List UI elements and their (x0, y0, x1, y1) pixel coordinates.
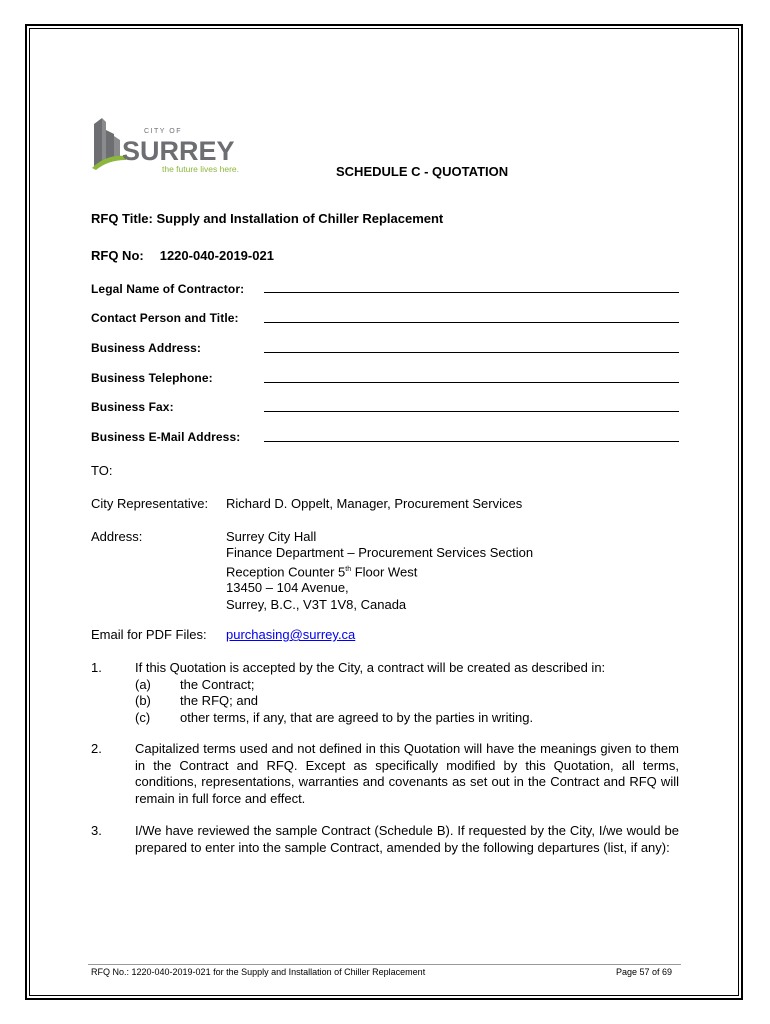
rfq-no-value: 1220-040-2019-021 (159, 248, 274, 263)
logo-tagline: the future lives here. (162, 164, 240, 174)
address-line-5: Surrey, B.C., V3T 1V8, Canada (226, 596, 407, 612)
field-line-business-telephone[interactable] (264, 382, 679, 383)
schedule-title: SCHEDULE C - QUOTATION (336, 164, 509, 179)
address-line-2: Finance Department – Procurement Services Section (226, 545, 534, 561)
clause-1-item-b: (b) the RFQ; and (135, 693, 259, 708)
email-label: Email for PDF Files: (91, 627, 207, 642)
surrey-logo-graphic (92, 116, 252, 178)
field-label-contact-person: Contact Person and Title: (91, 311, 239, 325)
clause-2-number: 2. (91, 741, 102, 756)
field-line-business-email[interactable] (264, 441, 679, 442)
rfq-number (91, 248, 274, 263)
address-label: Address: (91, 529, 143, 544)
email-link[interactable]: purchasing@surrey.ca (226, 627, 356, 642)
surrey-logo (92, 116, 252, 178)
field-label-business-email: Business E-Mail Address: (91, 430, 241, 444)
rfq-no-label: RFQ No: (91, 248, 144, 263)
field-label-business-address: Business Address: (91, 341, 201, 355)
field-line-legal-name[interactable] (264, 292, 679, 293)
field-label-business-telephone: Business Telephone: (91, 371, 213, 385)
footer-rule (88, 964, 681, 965)
clause-3-text: I/We have reviewed the sample Contract (Schedule B). If requested by the City, I/we would be prepared to enter into the sample Contract, amended by the following departures (list, if any): (135, 823, 679, 855)
clause-1 (135, 660, 679, 726)
field-label-legal-name: Legal Name of Contractor: (91, 282, 245, 296)
city-rep-label: City Representative: (91, 496, 209, 511)
address-line-4: 13450 – 104 Avenue, (226, 580, 349, 596)
clause-1-text: If this Quotation is accepted by the City, a contract will be created as described in: (135, 660, 606, 675)
footer-page-number: Page 57 of 69 (616, 967, 673, 977)
clause-1-item-a: (a) the Contract; (135, 676, 255, 692)
logo-city-of: CITY OF (144, 128, 182, 135)
footer-rfq-text: RFQ No.: 1220-040-2019-021 for the Supply and Installation of Chiller Replacement (91, 967, 426, 977)
city-rep-value: Richard D. Oppelt, Manager, Procurement Services (226, 496, 523, 511)
clause-2-text: Capitalized terms used and not defined in this Quotation will have the meanings given to them in the Contract and RFQ. Except as specifically modified by this Quotation, all terms, conditions, representations, warranties and covenants as set out in the Contract and RFQ will remain in full force and effect. (135, 741, 679, 806)
field-label-business-fax: Business Fax: (91, 400, 174, 414)
field-line-business-address[interactable] (264, 352, 679, 353)
clause-3-number: 3. (91, 823, 102, 838)
field-line-business-fax[interactable] (264, 411, 679, 412)
address-line-3: Reception Counter 5th Floor West (226, 563, 418, 579)
clause-1-item-c: (c) other terms, if any, that are agreed to by the parties in writing. (135, 709, 534, 725)
address-block (226, 529, 533, 613)
field-line-contact-person[interactable] (264, 322, 679, 323)
clause-1-number: 1. (91, 660, 102, 675)
rfq-title: RFQ Title: Supply and Installation of Chiller Replacement (91, 211, 444, 226)
to-label: TO: (91, 463, 113, 478)
address-line-1: Surrey City Hall (226, 529, 317, 544)
logo-name: SURREY (122, 136, 235, 166)
